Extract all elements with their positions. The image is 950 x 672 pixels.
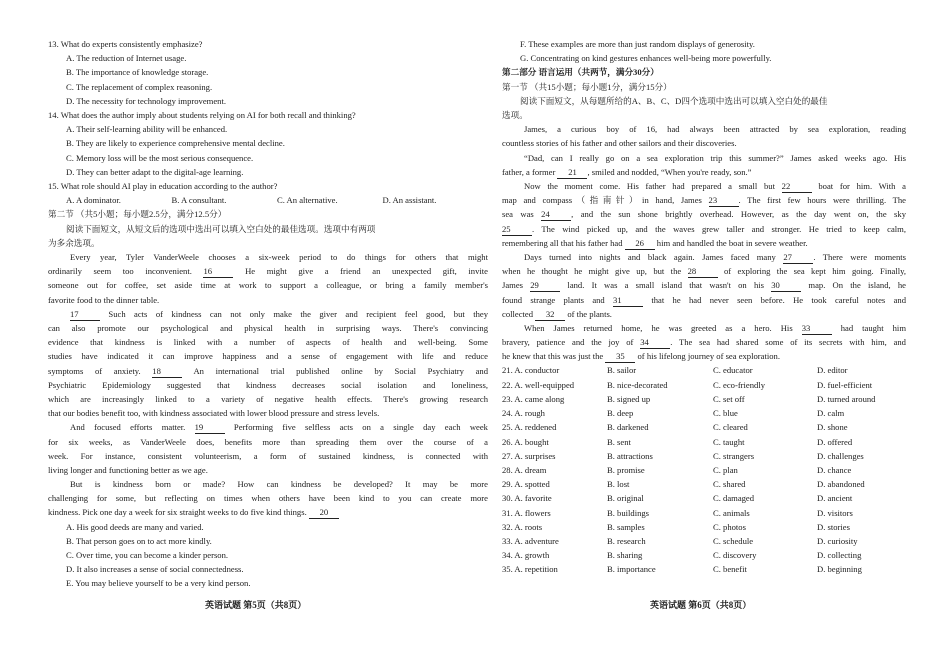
cloze-option: 32. A. roots [502,521,543,532]
blank-19: 19 [195,422,225,434]
cloze-option: C. animals [713,507,750,518]
cloze-option: C. cleared [713,422,748,433]
blank-22: 22 [782,181,812,193]
cloze-option: D. collecting [817,550,862,561]
blank-21: 21 [557,167,587,179]
cloze-option: B. attractions [607,450,653,461]
section-instructions: 选项。 [502,110,528,121]
text-line [502,165,906,179]
text-segment: James [502,280,531,291]
cloze-option: 34. A. growth [502,550,550,561]
cloze-option: C. damaged [713,493,755,504]
blank-34: 34 [640,337,670,349]
text-segment: that he had never seen before. He took careful notes and [643,294,906,305]
cloze-option: B. research [607,535,646,546]
text-line [48,364,488,378]
option: A. Their self-learning ability will be enhanced. [66,124,228,135]
cloze-option: D. shone [817,422,848,433]
blank-25: 25 [502,224,532,236]
text-segment: sea was [502,209,542,220]
text-line [48,335,488,349]
text-segment: remembering all that his father had [502,237,625,248]
cloze-option: D. fuel-efficient [817,379,873,390]
text-segment: of exploring the sea kept him going. Finally, [717,266,906,277]
cloze-option: 29. A. spotted [502,479,550,490]
text-line [48,505,488,519]
text-segment: evidence that kindness is linked with a number of aspects of health and well-being. Some [48,337,488,348]
section-title: 第一节 （共15小题；每小题1分，满分15分） [502,81,672,92]
text-segment: living longer and functioning better as we age. [48,464,208,475]
cloze-option: 21. A. conductor [502,365,560,376]
text-line [502,307,906,321]
left-page [48,37,488,591]
text-segment: for six weeks, as VanderWeele does, benefits more than spreading them over the course of a [48,436,488,447]
question-stem: 13. What do experts consistently emphasize? [48,39,203,49]
choice: E. You may believe yourself to be a very kind person. [66,578,251,589]
text-segment: collected [502,308,536,319]
text-line [502,151,906,165]
cloze-option: D. beginning [817,564,862,575]
question-stem: 14. What does the author imply about students relying on AI for both recall and thinking? [48,110,356,121]
cloze-option: 28. A. dream [502,464,547,475]
blank-28: 28 [688,266,718,278]
blank-17: 17 [70,309,100,321]
cloze-option: C. set off [713,393,745,404]
cloze-option: D. ancient [817,493,853,504]
question-14 [48,108,488,179]
text-segment: symptoms of anxiety. [48,365,153,376]
text-segment: Days turned into nights and black again. James faced many [524,251,784,262]
cloze-option: C. educator [713,365,753,376]
cloze-option: 26. A. bought [502,436,549,447]
cloze-options [502,363,906,576]
text-segment: Performing five selfless acts on a single day each week [224,422,488,433]
text-segment: , and the sun shone brightly overhead. However, as the day went on, the sky [571,209,906,220]
blank-16: 16 [203,266,233,278]
text-segment: . There were moments [813,251,906,262]
text-segment: can also promote our psychological and physical health in surprising ways. There's convincing [48,323,488,333]
cloze-option: C. blue [713,408,738,419]
text-segment: , smiled and nodded, “When you're ready, son.” [587,166,752,177]
cloze-option: B. sailor [607,365,637,376]
blank-26: 26 [625,238,655,250]
cloze-option: C. taught [713,436,745,447]
option: B. A consultant. [171,195,227,206]
text-line [48,420,488,434]
text-line [48,293,488,307]
cloze-option: B. darkened [607,422,649,433]
text-segment: challenging for some, but reflecting on times when others have been kind to you can create more [48,493,488,504]
cloze-option: B. promise [607,464,645,475]
cloze-option: C. eco-friendly [713,379,766,390]
text-line [48,321,488,335]
text-segment: had taught him [831,322,906,333]
cloze-option: 25. A. reddened [502,422,557,433]
passage-kindness [48,250,488,520]
text-segment: Such acts of kindness can not only make the giver and recipient feel good, but they [100,308,488,319]
text-segment: which are increasingly linked to a variety of negative health effects. There's growing research [48,393,488,404]
blank-23: 23 [709,195,739,207]
blank-29: 29 [530,280,560,292]
cloze-option: C. benefit [713,564,747,575]
option: C. An alternative. [277,195,338,206]
text-segment: found strange plants and [502,294,614,305]
choice: F. These examples are more than just random displays of generosity. [520,39,755,49]
cloze-option: 22. A. well-equipped [502,379,575,390]
text-line [48,250,488,264]
text-segment: An international trial published online by Social Psychiatry and [182,365,488,376]
blank-30: 30 [771,280,801,292]
choice: D. It also increases a sense of social connectedness. [66,564,244,575]
blank-24: 24 [541,209,571,221]
cloze-option: D. stories [817,521,850,532]
text-line [502,193,906,207]
text-segment: But is kindness born or made? How can kindness be developed? It may be more [70,479,488,490]
text-segment: Psychiatric Epidemiology suggested that kindness decreases social isolation and loneliness, [48,379,488,390]
cloze-option: B. nice-decorated [607,379,668,390]
blank-18: 18 [152,366,182,378]
text-line [502,250,906,264]
option-row [48,193,488,207]
text-segment: of the plants. [565,308,612,319]
text-line [502,321,906,335]
text-line [48,463,488,477]
text-line [502,207,906,221]
text-segment: studies have indicated it can improve happiness and a sense of engagement with life and reduce [48,351,488,362]
option: A. The reduction of Internet usage. [66,53,187,64]
text-line [48,264,488,278]
page-footer: 英语试题 第6页（共8页） [650,600,752,610]
text-segment: When James returned home, he was greeted as a hero. His [524,322,802,333]
text-line [48,307,488,321]
text-segment: map. On the island, he [801,280,906,291]
choice: A. His good deeds are many and varied. [66,521,204,532]
text-segment: countless stories of his father and other sailors and their discoveries. [502,138,737,149]
text-line [502,122,906,136]
blank-27: 27 [783,252,813,264]
text-line [502,264,906,278]
text-line [502,136,906,150]
text-line [48,278,488,292]
blank-31: 31 [613,295,643,307]
text-segment: He might give a friend an unexpected gift, invite [233,266,488,277]
text-line [48,449,488,463]
cloze-option: B. samples [607,521,645,532]
text-line [48,378,488,392]
cloze-option: C. discovery [713,550,757,561]
blank-33: 33 [802,323,832,335]
text-segment: land. It was a small island that wasn't on his [560,280,772,291]
cloze-option: C. photos [713,521,746,532]
text-line [48,349,488,363]
section-title: 第二节 （共5小题；每小题2.5分，满分12.5分） [48,209,227,220]
cloze-option: D. offered [817,436,853,447]
cloze-option: B. sharing [607,550,643,561]
cloze-option: D. editor [817,365,848,376]
text-segment: And focused efforts matter. [70,422,195,433]
section-instructions: 阅读下面短文，从短文后的选项中选出可以填入空白处的最佳选项。选项中有两项 [66,223,376,234]
text-segment: Every year, Tyler VanderWeele chooses a six-week period to do things for others that might [70,252,488,263]
page-footer: 英语试题 第5页（共8页） [205,600,307,610]
text-line [502,293,906,307]
text-line [502,222,906,236]
blank-35: 35 [605,351,635,363]
cloze-option: B. deep [607,408,634,419]
text-segment: bravery, patience and the joy of [502,337,641,348]
cloze-option: B. original [607,493,644,504]
text-segment: someone out for coffee, set aside time at work to support a colleague, or bring a family member's [48,280,488,291]
text-line [48,435,488,449]
text-line [48,477,488,491]
text-line [48,406,488,420]
question-stem: 15. What role should AI play in education according to the author? [48,181,278,192]
cloze-option: C. plan [713,464,738,475]
section-instructions: 为多余选项。 [48,237,100,248]
text-segment: boat for him. With a [811,181,906,191]
text-line [48,491,488,505]
option: C. The replacement of complex reasoning. [66,81,213,92]
passage-james [502,122,906,363]
blank-32: 32 [535,309,565,321]
choice: C. Over time, you can become a kinder person. [66,550,229,561]
text-segment: Now the moment come. His father had prepared a small but [524,181,782,191]
cloze-option: B. buildings [607,507,650,518]
option: D. The necessity for technology improvement. [66,95,226,106]
text-segment: ordinarily seem too inconvenient. [48,266,204,277]
text-segment: when he thought he might give up, but the [502,266,688,277]
option: B. They are likely to experience comprehensive mental decline. [66,138,285,149]
option: D. An assistant. [382,195,437,206]
section-instructions: 阅读下面短文，从每题所给的A、B、C、D四个选项中选出可以填入空白处的最佳 [520,95,828,106]
option: C. Memory loss will be the most serious consequence. [66,152,254,163]
cloze-option: 23. A. came along [502,393,565,404]
text-segment: . The wind picked up, and the waves grew taller and stronger. He tried to keep calm, [532,223,906,234]
cloze-option: B. lost [607,479,630,490]
text-segment: kindness. Pick one day a week for six straight weeks to do five kind things. [48,507,309,518]
text-line [502,236,906,250]
cloze-option: D. challenges [817,450,864,461]
text-segment: week. For instance, consistent volunteerism, a form of sustained kindness, is connected with [48,450,488,461]
cloze-option: C. strangers [713,450,755,461]
option: B. The importance of knowledge storage. [66,67,209,78]
text-segment: father, a former [502,166,558,177]
text-segment: . The first few hours were thrilling. The [738,195,906,206]
text-segment: he knew that this was just the [502,351,606,362]
text-segment: of his lifelong journey of sea exploration. [635,351,780,362]
cloze-option: B. importance [607,564,656,575]
cloze-option: 33. A. adventure [502,535,559,546]
cloze-option: B. signed up [607,393,651,404]
text-segment: James, a curious boy of 16, had always been attracted by sea exploration, reading [524,124,906,135]
cloze-option: C. shared [713,479,746,490]
option: D. They can better adapt to the digital-age learning. [66,166,244,177]
text-line [502,335,906,349]
cloze-option: D. abandoned [817,479,865,490]
text-line [48,392,488,406]
question-15 [48,179,488,207]
option: A. A dominator. [66,195,121,206]
text-segment: . The sea had shared some of its secrets with him, and [670,337,906,348]
cloze-option: C. schedule [713,535,754,546]
text-segment: favorite food to the dinner table. [48,294,160,305]
cloze-option: B. sent [607,436,631,447]
text-line [502,278,906,292]
cloze-option: 30. A. favorite [502,493,552,504]
right-page [502,37,906,577]
text-segment: map and compass（指南针）in hand, James [502,195,709,206]
text-line [502,349,906,363]
cloze-option: D. turned around [817,393,876,404]
cloze-option: 24. A. rough [502,408,545,419]
text-line [502,179,906,193]
text-segment: that our bodies benefit too, with kindness associated with lower blood pressure and stress levels. [48,408,380,419]
part-title: 第二部分 语言运用（共两节，满分30分） [502,67,659,78]
cloze-option: D. chance [817,464,852,475]
text-segment: him and handled the boat in severe weather. [654,237,808,248]
cloze-option: 35. A. repetition [502,564,558,575]
question-13 [48,37,488,108]
cloze-option: 31. A. flowers [502,507,551,518]
cloze-option: D. calm [817,408,845,419]
choice: G. Concentrating on kind gestures enhances well-being more powerfully. [520,53,772,64]
cloze-option: D. curiosity [817,535,858,546]
cloze-option: 27. A. surprises [502,450,556,461]
choice: B. That person goes on to act more kindly. [66,535,212,546]
blank-20: 20 [309,507,339,519]
cloze-option: D. visitors [817,507,853,518]
answer-choices [48,520,488,591]
text-segment: “Dad, can I really go on a sea exploration trip this summer?” James asked weeks ago. His [524,152,906,163]
